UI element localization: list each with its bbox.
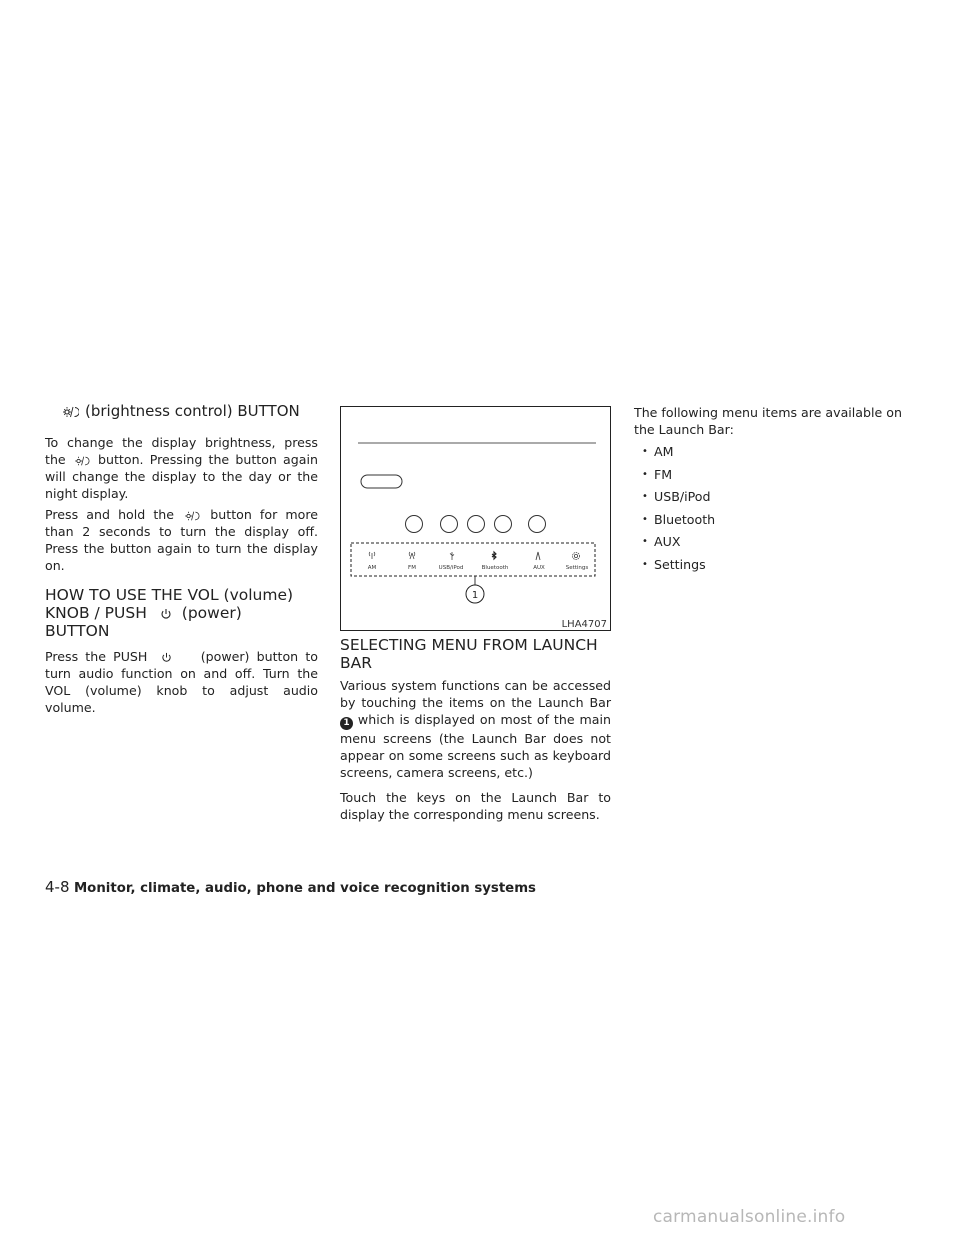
watermark: carmanualsonline.info [653, 1207, 846, 1227]
page-number: 4-8 [45, 878, 70, 896]
power-icon [160, 608, 172, 620]
list-item: • AM [634, 443, 907, 460]
figure-code: LHA4707 [561, 619, 607, 630]
launch-bar-heading: SELECTING MENU FROM LAUNCH BAR [340, 636, 598, 672]
page-footer [45, 878, 536, 896]
launch-bar-label-usb: USB/iPod [438, 565, 464, 571]
screen-circle-2 [441, 516, 458, 533]
usb-icon [450, 552, 454, 560]
screen-circle-3 [468, 516, 485, 533]
launch-bar-label-fm: FM [408, 565, 416, 571]
screen-pill-button [361, 475, 402, 488]
list-item: • Bluetooth [634, 511, 907, 528]
launch-bar-paragraph-1: Various system functions can be accessed by touching the items on the Launch Bar 1 which is displayed on most of the main menu screens (the Launch Bar does not appear on some screens such as keyboard screens, camera screens, etc.) [340, 678, 611, 780]
brightness-heading: (brightness control) BUTTON [45, 402, 318, 420]
column-left [45, 402, 318, 716]
sun-moon-icon [184, 510, 200, 522]
callout-badge: 1 [340, 717, 353, 730]
column-middle [340, 636, 611, 823]
screen-circle-4 [495, 516, 512, 533]
list-item: • USB/iPod [634, 488, 907, 505]
antenna-icon [409, 552, 415, 559]
power-icon [161, 652, 172, 663]
brightness-paragraph-1: To change the display brightness, press the button. Pressing the button again will change the display to the day or the night display. [45, 435, 318, 501]
screen-circle-1 [406, 516, 423, 533]
screen-circle-5 [529, 516, 546, 533]
menu-items-list [634, 443, 907, 573]
vol-knob-paragraph: Press the PUSH (power) button to turn audio function on and off. Turn the VOL (volume) knob to adjust audio volume. [45, 649, 318, 715]
bluetooth-icon [492, 552, 496, 559]
launch-bar-label-settings: Settings [565, 565, 589, 571]
list-item: • AUX [634, 533, 907, 550]
list-item: • FM [634, 466, 907, 483]
gear-icon [573, 553, 580, 560]
brightness-paragraph-2: Press and hold the button for more than 2 seconds to turn the display off. Press the button again to turn the display on. [45, 507, 318, 573]
chapter-title: Monitor, climate, audio, phone and voice recognition systems [73, 881, 536, 896]
launch-bar-label-aux: AUX [533, 565, 545, 571]
launch-bar-outline [351, 543, 595, 576]
launch-bar-label-am: AM [367, 565, 377, 571]
column-right [634, 404, 907, 579]
vol-knob-heading: HOW TO USE THE VOL (volume) KNOB / PUSH (power) BUTTON [45, 586, 294, 640]
launch-bar-figure [340, 406, 611, 631]
sun-moon-icon [63, 405, 79, 419]
launch-bar-label-bluetooth: Bluetooth [481, 565, 509, 571]
menu-items-intro: The following menu items are available on the Launch Bar: [634, 405, 902, 437]
sun-moon-icon [74, 455, 90, 467]
launch-bar-paragraph-2: Touch the keys on the Launch Bar to display the corresponding menu screens. [340, 790, 611, 822]
callout-number: 1 [471, 590, 479, 601]
antenna-icon [369, 552, 375, 559]
aux-icon [536, 552, 540, 560]
list-item: • Settings [634, 556, 907, 573]
